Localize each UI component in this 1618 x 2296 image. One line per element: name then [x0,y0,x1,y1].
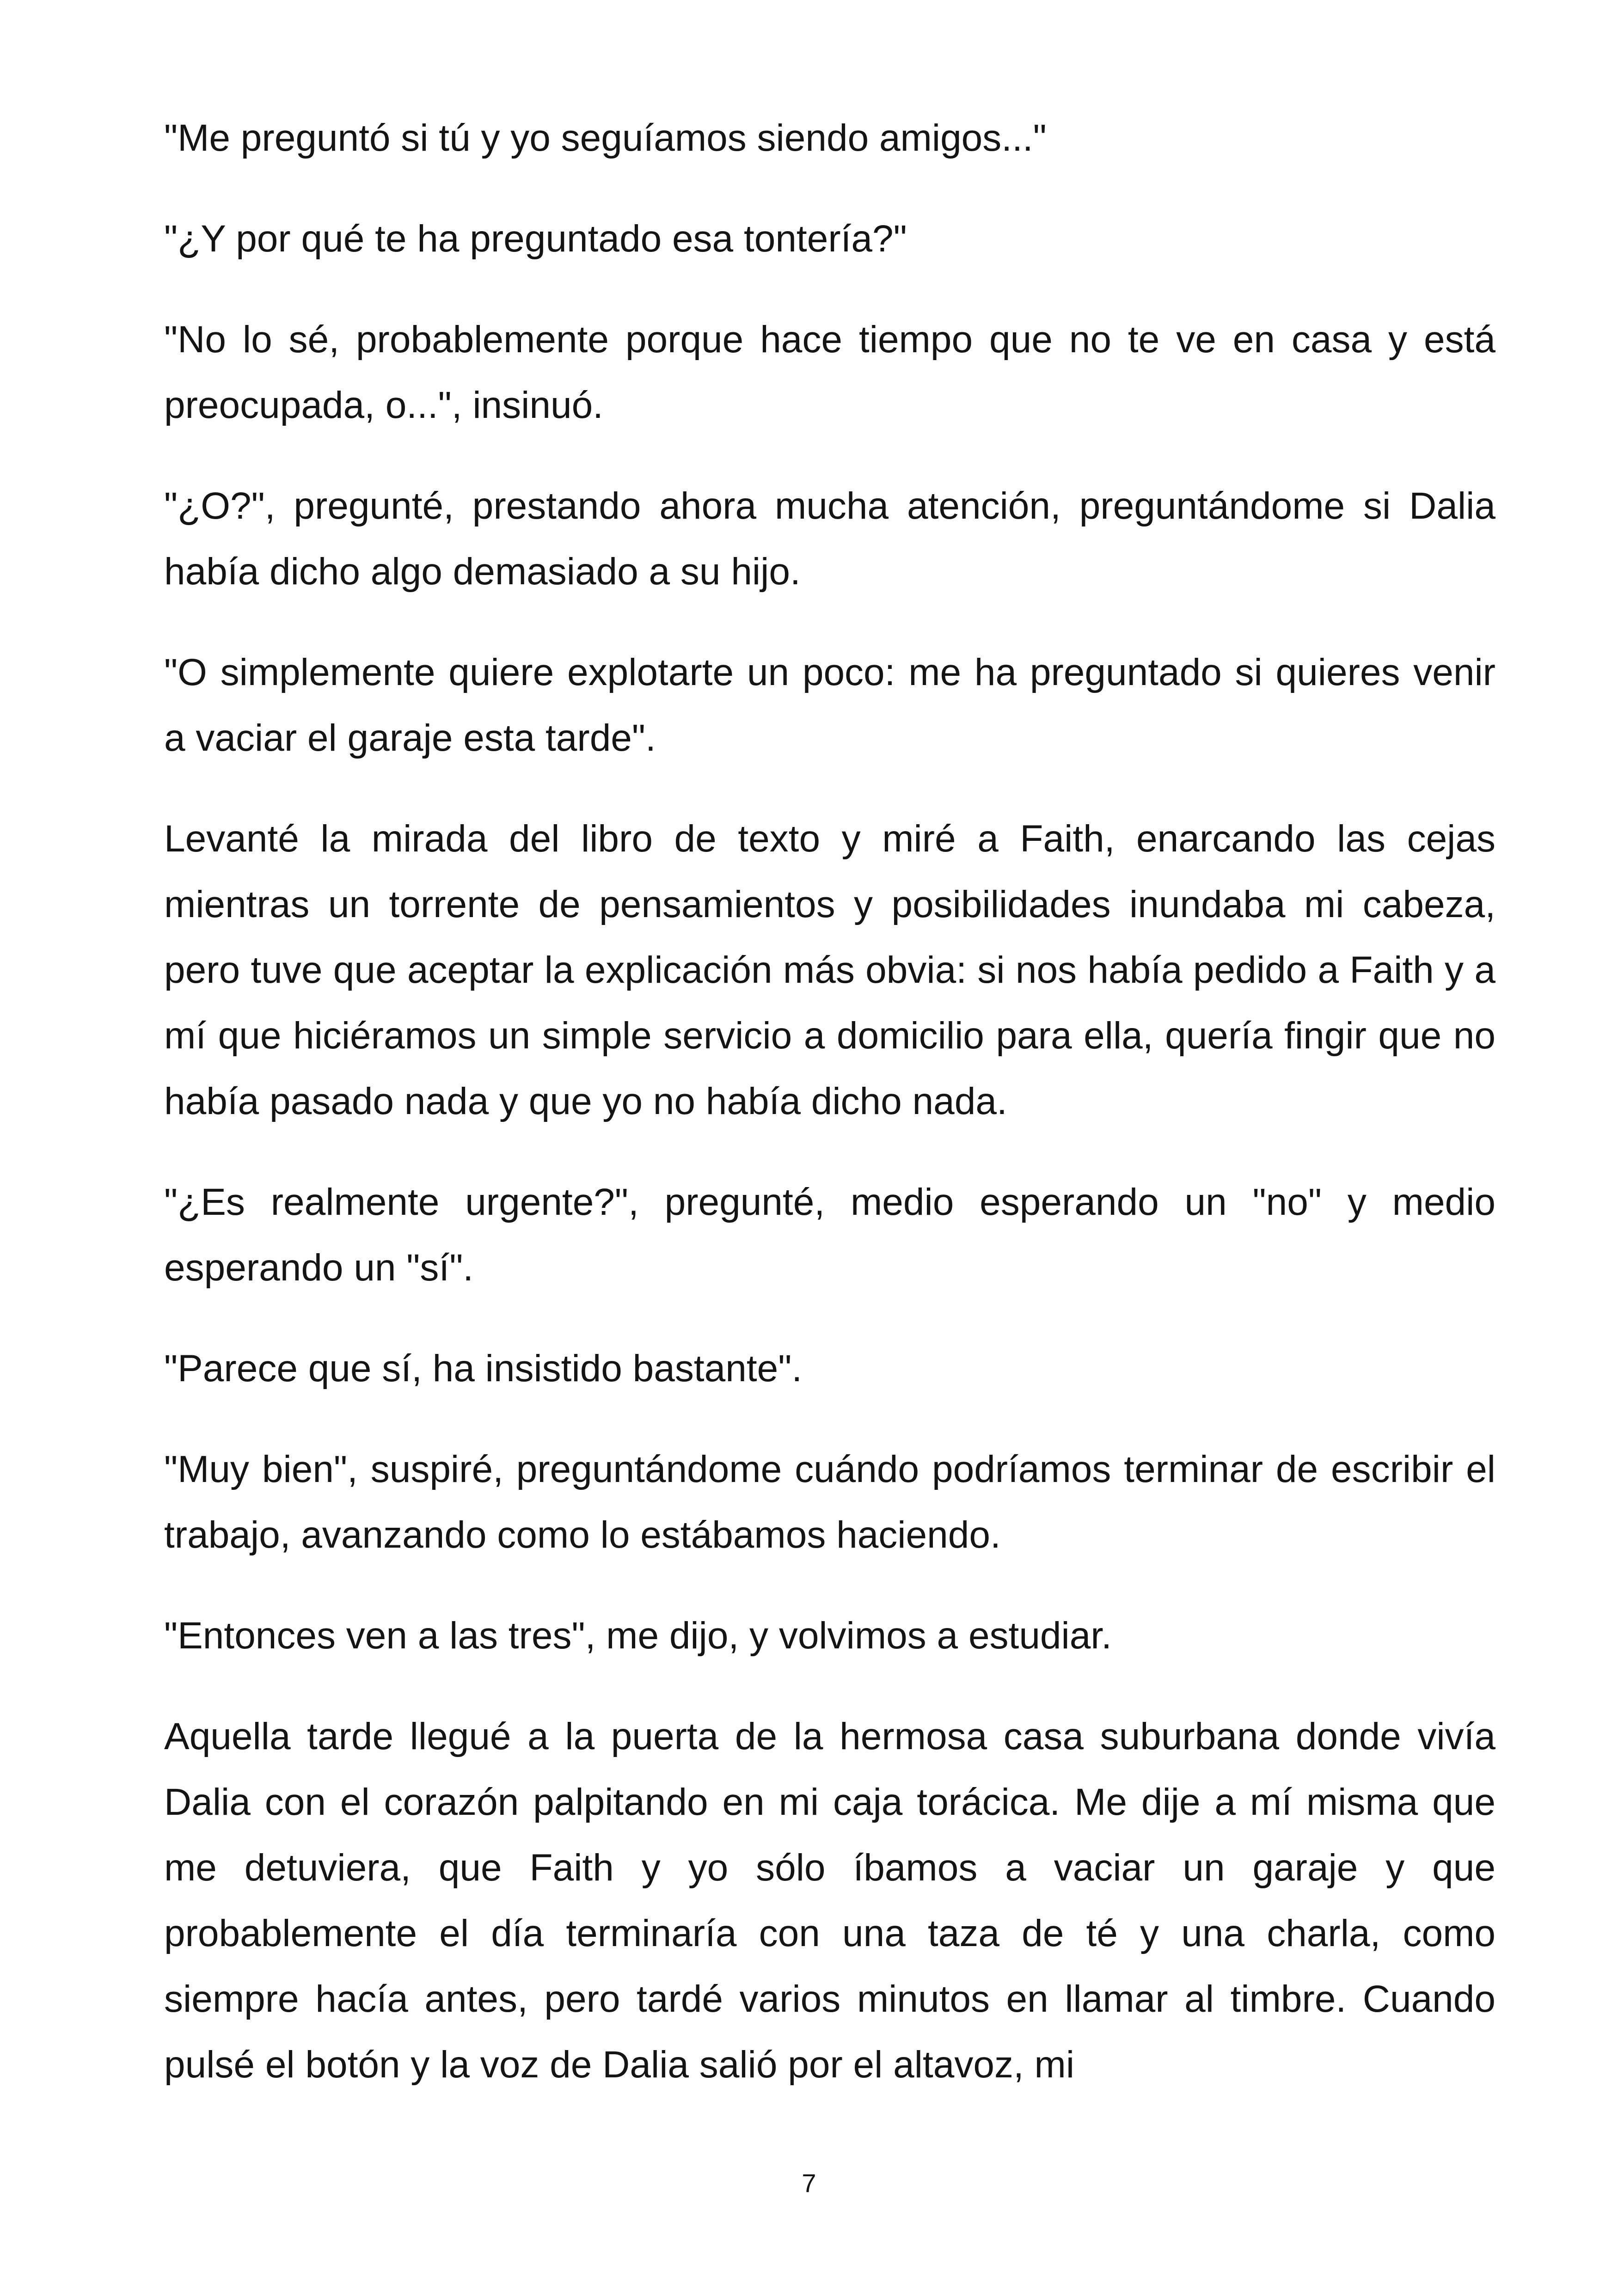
page-number: 7 [802,2168,816,2198]
paragraph: "Parece que sí, ha insistido bastante". [164,1347,803,1390]
paragraph: "¿O?", pregunté, prestando ahora mucha atención, preguntándome si Dalia había dicho algo demasiado a su hijo. [164,485,1495,593]
paragraph: Aquella tarde llegué a la puerta de la hermosa casa suburbana donde vivía Dalia con el corazón palpitando en mi caja torácica. Me dije a mí misma que me detuviera, que Faith y yo sólo íbamos a vaciar un garaje y que probablemente el día terminaría con una taza de té y una charla, como siempre hacía antes, pero tardé varios minutos en llamar al timbre. Cuando pulsé el botón y la voz de Dalia salió por el altavoz, mi [164,1715,1495,2086]
paragraph: "Muy bien", suspiré, preguntándome cuándo podríamos terminar de escribir el trabajo, avanzando como lo estábamos haciendo. [164,1448,1495,1556]
paragraph: "Entonces ven a las tres", me dijo, y volvimos a estudiar. [164,1615,1112,1657]
body-text [164,105,1495,2133]
paragraph: "O simplemente quiere explotarte un poco: me ha preguntado si quieres venir a vaciar el garaje esta tarde". [164,651,1495,759]
paragraph: Levanté la mirada del libro de texto y miré a Faith, enarcando las cejas mientras un torrente de pensamientos y posibilidades inundaba mi cabeza, pero tuve que aceptar la explicación más obvia: si nos había pedido a Faith y a mí que hiciéramos un simple servicio a domicilio para ella, quería fingir que no había pasado nada y que yo no había dicho nada. [164,818,1495,1122]
paragraph: "¿Y por qué te ha preguntado esa tontería?" [164,218,907,260]
paragraph: "No lo sé, probablemente porque hace tiempo que no te ve en casa y está preocupada, o...", insinuó. [164,318,1495,426]
paragraph: "¿Es realmente urgente?", pregunté, medio esperando un "no" y medio esperando un "sí". [164,1181,1495,1289]
paragraph: "Me preguntó si tú y yo seguíamos siendo amigos..." [164,117,1047,159]
